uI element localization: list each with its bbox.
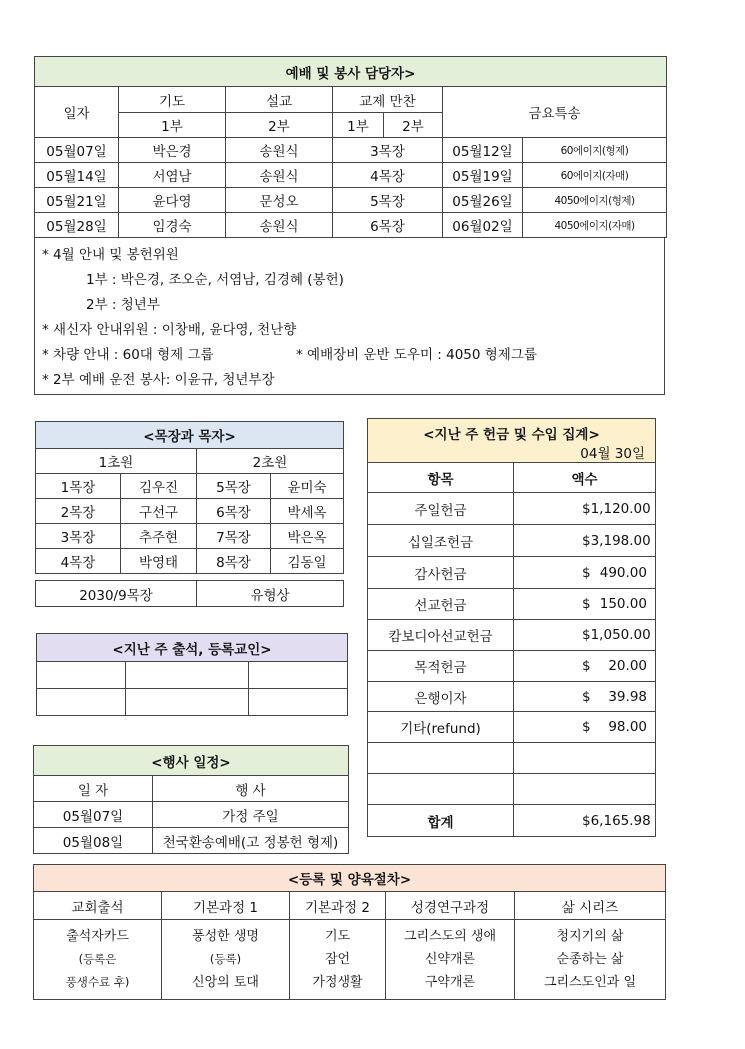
header-prayer: 기도 <box>119 87 226 113</box>
meadow-2: 2초원 <box>197 449 344 474</box>
header-sermon: 설교 <box>226 87 333 113</box>
events-header-event: 행 사 <box>153 776 349 802</box>
course-item: (등록은 <box>78 952 117 966</box>
offering-amount: 98.00 <box>608 719 647 735</box>
currency-sign: $ <box>582 627 591 643</box>
group-name: 5목장 <box>197 474 271 499</box>
offering-amount: 1,050.00 <box>590 627 651 643</box>
event-name: 가정 주일 <box>153 802 349 828</box>
table-row <box>368 557 656 589</box>
row-date: 05월14일 <box>35 163 119 188</box>
group-name: 6목장 <box>197 499 271 524</box>
table-row <box>35 138 667 163</box>
row-date: 05월21일 <box>35 188 119 213</box>
group-leader: 윤미숙 <box>271 474 344 499</box>
row-friday-song: 4050에이지(자매) <box>523 213 667 238</box>
row-sermon: 문성오 <box>226 188 333 213</box>
courses-table <box>33 864 666 1000</box>
row-friday-date: 05월19일 <box>443 163 523 188</box>
row-friday-date: 06월02일 <box>443 213 523 238</box>
attendance-table <box>36 633 348 716</box>
course-item: 그리스도의 생애 <box>403 929 497 944</box>
group-leader: 구선구 <box>121 499 197 524</box>
row-friday-date: 05월26일 <box>443 188 523 213</box>
event-date: 05월07일 <box>34 802 153 828</box>
offering-item: 캄보디아선교헌금 <box>368 620 514 651</box>
row-meal: 6목장 <box>333 213 443 238</box>
note-equipment-helpers: * 예배장비 운반 도우미 : 4050 형제그룹 <box>296 347 537 363</box>
total-amount: 6,165.98 <box>590 812 651 829</box>
offering-amount: 20.00 <box>608 658 647 674</box>
group-name: 4목장 <box>36 549 121 574</box>
course-item: 풍성한 생명 <box>192 929 259 944</box>
row-friday-date: 05월12일 <box>443 138 523 163</box>
row-prayer: 임경숙 <box>119 213 226 238</box>
course-item: 잠언 <box>324 952 351 967</box>
offering-amount: 150.00 <box>599 596 647 612</box>
table-row <box>36 524 344 549</box>
leaders-table <box>35 421 344 574</box>
currency-sign: $ <box>582 500 591 517</box>
table-row <box>368 712 656 743</box>
offering-item: 선교헌금 <box>368 589 514 620</box>
header-friday-song: 금요특송 <box>443 87 667 138</box>
currency-sign: $ <box>582 532 591 549</box>
course-header: 성경연구과정 <box>386 892 515 920</box>
events-title: <행사 일정> <box>34 746 349 776</box>
course-item: 그리스도인과 일 <box>543 975 637 990</box>
course-header: 교회출석 <box>34 892 162 920</box>
offering-amount: 39.98 <box>608 688 647 705</box>
note-drivers: * 2부 예배 운전 봉사: 이윤규, 청년부장 <box>42 372 275 388</box>
table-row <box>368 620 656 651</box>
offering-title: <지난 주 헌금 및 수입 집계> <box>423 427 600 443</box>
offering-amount: 490.00 <box>599 564 647 581</box>
course-item: 신약개론 <box>424 952 476 967</box>
course-header: 기본과정 1 <box>162 892 290 920</box>
event-date: 05월08일 <box>34 828 153 854</box>
course-bible-study <box>386 920 515 1000</box>
worship-notes <box>34 237 665 395</box>
table-row <box>36 474 344 499</box>
row-friday-song: 60에이지(자매) <box>523 163 667 188</box>
note-second-service: 2부 : 청년부 <box>86 297 160 313</box>
currency-sign: $ <box>582 688 591 705</box>
course-item: 기도 <box>324 929 351 944</box>
offering-item: 은행이자 <box>368 682 514 712</box>
currency-sign: $ <box>582 719 591 735</box>
course-item: 청지기의 삶 <box>556 929 624 944</box>
row-sermon: 송원식 <box>226 163 333 188</box>
course-item: (등록) <box>209 952 242 966</box>
row-prayer: 서염남 <box>119 163 226 188</box>
course-header: 기본과정 2 <box>290 892 386 920</box>
group-name: 3목장 <box>36 524 121 549</box>
sub-sermon: 2부 <box>226 113 333 138</box>
note-newcomer-guides: * 새신자 안내위원 : 이창배, 윤다영, 천난향 <box>42 322 297 338</box>
note-offering-committee: * 4월 안내 및 봉헌위원 <box>42 247 179 263</box>
note-first-service: 1부 : 박은경, 조오순, 서염남, 김경혜 (봉헌) <box>86 272 344 288</box>
group-leader: 김우진 <box>121 474 197 499</box>
offering-header-item: 항목 <box>368 463 514 493</box>
group-leader: 박은옥 <box>271 524 344 549</box>
group-name: 2목장 <box>36 499 121 524</box>
table-row <box>368 525 656 557</box>
currency-sign: $ <box>582 812 591 829</box>
table-row <box>368 493 656 525</box>
offering-header <box>368 419 656 463</box>
table-row <box>35 163 667 188</box>
row-sermon: 송원식 <box>226 213 333 238</box>
sub-meal-1: 1부 <box>333 113 384 138</box>
table-row <box>368 682 656 712</box>
offering-item: 십일조헌금 <box>368 525 514 557</box>
group-name: 1목장 <box>36 474 121 499</box>
row-date: 05월07일 <box>35 138 119 163</box>
header-date: 일자 <box>35 87 119 138</box>
course-item: 가정생활 <box>312 975 363 990</box>
note-vehicle-guide: * 차량 안내 : 60대 형제 그룹 <box>42 347 214 363</box>
group-name: 7목장 <box>197 524 271 549</box>
events-table <box>33 745 349 854</box>
group-leader: 추주현 <box>121 524 197 549</box>
leaders-title: <목장과 목자> <box>36 422 344 449</box>
offering-item: 주일헌금 <box>368 493 514 525</box>
offering-amount: 1,120.00 <box>590 500 651 517</box>
currency-sign: $ <box>582 658 591 674</box>
course-item: 풍생수료 후) <box>65 975 130 989</box>
total-row <box>368 805 656 837</box>
group-leader: 김동일 <box>271 549 344 574</box>
table-row <box>34 802 349 828</box>
course-item: 구약개론 <box>424 975 476 990</box>
event-name: 천국환송예배(고 정봉헌 형제) <box>153 828 349 854</box>
group-leader: 박영태 <box>121 549 197 574</box>
table-row <box>35 188 667 213</box>
row-meal: 5목장 <box>333 188 443 213</box>
row-prayer: 윤다영 <box>119 188 226 213</box>
row-friday-song: 4050에이지(형제) <box>523 188 667 213</box>
row-meal: 3목장 <box>333 138 443 163</box>
course-life-series <box>515 920 666 1000</box>
table-row <box>368 651 656 682</box>
table-row <box>36 549 344 574</box>
table-row <box>36 499 344 524</box>
course-item: 순종하는 삶 <box>556 952 624 967</box>
sub-meal-2: 2부 <box>384 113 443 138</box>
course-basic-2 <box>290 920 386 1000</box>
row-sermon: 송원식 <box>226 138 333 163</box>
offering-amount: 3,198.00 <box>590 532 651 549</box>
table-row <box>35 213 667 238</box>
row-meal: 4목장 <box>333 163 443 188</box>
young-adult-group <box>35 580 344 607</box>
currency-sign: $ <box>582 596 591 612</box>
young-adult-group-leader: 유형상 <box>197 581 344 607</box>
sub-prayer: 1부 <box>119 113 226 138</box>
table-row <box>34 828 349 854</box>
worship-table <box>34 56 667 238</box>
offering-item: 감사헌금 <box>368 557 514 589</box>
table-row <box>368 589 656 620</box>
worship-title: 예배 및 봉사 담당자> <box>35 57 667 87</box>
meadow-1: 1초원 <box>36 449 197 474</box>
course-attendance <box>34 920 162 1000</box>
group-name: 8목장 <box>197 549 271 574</box>
offering-date: 04월 30일 <box>580 446 645 462</box>
offering-table <box>367 418 656 837</box>
course-header: 삶 시리즈 <box>515 892 666 920</box>
row-prayer: 박은경 <box>119 138 226 163</box>
courses-title: <등록 및 양육절차> <box>34 865 666 892</box>
row-friday-song: 60에이지(형제) <box>523 138 667 163</box>
currency-sign: $ <box>582 564 591 581</box>
header-meal: 교제 만찬 <box>333 87 443 113</box>
young-adult-group-name: 2030/9목장 <box>36 581 197 607</box>
offering-header-amount: 액수 <box>514 463 656 493</box>
row-date: 05월28일 <box>35 213 119 238</box>
total-label: 합계 <box>368 805 514 837</box>
group-leader: 박세옥 <box>271 499 344 524</box>
course-item: 신앙의 토대 <box>192 975 259 990</box>
course-basic-1 <box>162 920 290 1000</box>
course-item: 출석자카드 <box>66 929 129 944</box>
events-header-date: 일 자 <box>34 776 153 802</box>
offering-item: 기타(refund) <box>368 712 514 743</box>
offering-item: 목적헌금 <box>368 651 514 682</box>
attendance-title: <지난 주 출석, 등록교인> <box>37 634 348 662</box>
